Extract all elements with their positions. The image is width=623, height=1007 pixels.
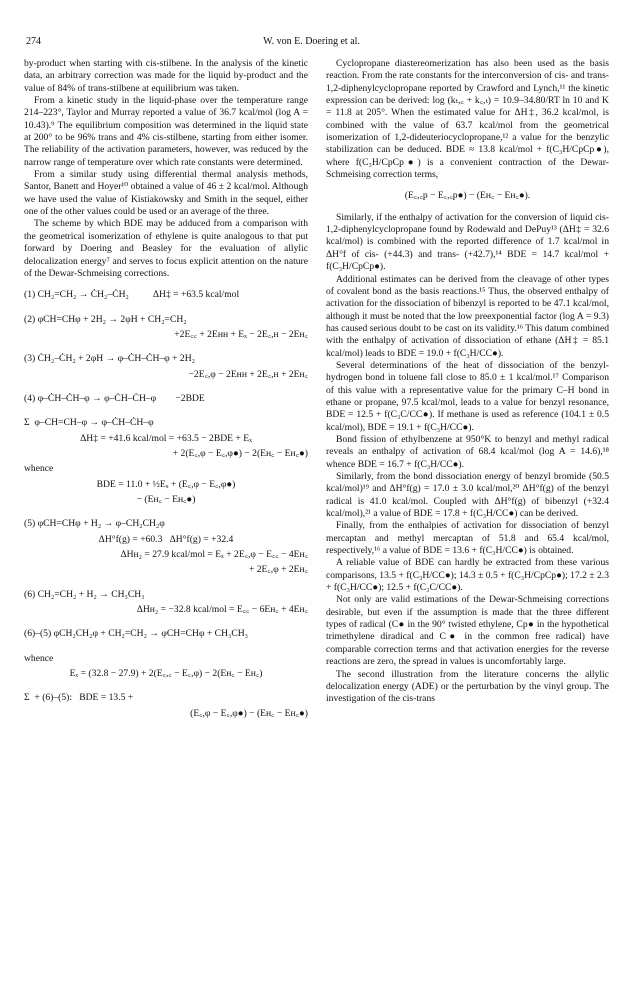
equation-3-terms: −2E꜀,φ − 2Eʜʜ + 2E꜀,ʜ + 2Eʜ꜀	[188, 368, 308, 380]
paragraph: Similarly, from the bond dissociation energy of benzyl bromide (50.5 kcal/mol)¹⁹ and ΔH°f(g) = 17.0 ± 3.0 kcal/mol,²⁰ ΔH°f(g) of the benzyl radical is 41.0 kcal/mol. Coupled with ΔH°f(g) of bibenzyl (+32.4 kcal/mol),²¹ a value of BDE = 17.8 + f(C₃H/CC●) can be derived.	[326, 471, 609, 520]
right-column	[326, 58, 609, 706]
paragraph: Finally, from the enthalpies of activation for dissociation of benzyl mercaptan and methyl mercaptan of 51.8 and 65.4 kcal/mol, respectively,¹⁶ a value of BDE = 13.6 + f(C₃H/CC●) is obtained.	[326, 520, 609, 557]
ex-expression: Eₓ = (32.8 − 27.9) + 2(E꜀,꜀ − E꜀,φ) − 2(Eʜ꜀ − Eʜ꜀)	[69, 668, 263, 680]
sum-equation-enthalpy: ΔH‡ = +41.6 kcal/mol = +63.5 − 2BDE + Eₓ	[80, 432, 252, 444]
equation-5-hydrogenation: ΔHʜ₂ = 27.9 kcal/mol = Eₓ + 2E꜀,φ − E꜀꜀ − 4Eʜ꜀	[120, 549, 308, 560]
equation-3: (3) ĊH₂–ĊH₂ + 2φH → φ–ĊH–ĊH–φ + 2H₂	[24, 353, 195, 365]
equation-6-minus-5: (6)–(5) φCH₂CH₂φ + CH₂=CH₂ → φCH=CHφ + CH₃CH₃	[24, 628, 249, 640]
paragraph: The scheme by which BDE may be adduced from a comparison with the geometrical isomerization of ethylene is quite analogous to that put forward by Doering and Beasley for the evaluation of allylic delocalization energy⁷ and serves to focus explicit attention on the nature of the Dewar-Schmeising corrections.	[24, 218, 308, 279]
bde-expression: BDE = 11.0 + ½Eₓ + (E꜀,φ − E꜀,φ●)	[96, 478, 236, 490]
final-sum: Σ + (6)–(5): BDE = 13.5 +	[24, 692, 134, 704]
equation-2: (2) φCH=CHφ + 2H₂ → 2φH + CH₂=CH₂	[24, 313, 187, 325]
equation-5-enthalpies: ΔH°f(g) = +60.3 ΔH°f(g) = +32.4	[98, 533, 234, 545]
running-header	[0, 36, 623, 52]
bde-expression-terms: − (Eʜ꜀ − Eʜ꜀●)	[136, 493, 196, 505]
final-sum-terms: (E꜀,φ − E꜀,φ●) − (Eʜ꜀ − Eʜ꜀●)	[190, 707, 308, 719]
paragraph: Not only are valid estimations of the Dewar-Schmeising corrections desirable, but even if the assumption is made that the three different types of radical (C● in the 90° twisted ethylene, Cp● in the hypothetical trimethylene diradical and C● in the common free radical) have comparable correction terms and that activation energies for the reverse reactions are zero, the spread in values is uncomfortably large.	[326, 594, 609, 668]
whence-label: whence	[24, 463, 54, 475]
paragraph: Similarly, if the enthalpy of activation for the conversion of liquid cis-1,2-diphenylcyclopropane found by Rodewald and DePuy¹³ (ΔH‡ = 32.6 kcal/mol) is combined with the reported difference of 1.7 kcal/mol in ΔH°f of cis- (+44.3) and trans- (+42.7),¹⁴ BDE = 14.7 kcal/mol + f(C₃H/CpCp●).	[326, 211, 609, 273]
correction-terms-equation: (E꜀,꜀p − E꜀,꜀p●) − (Eʜ꜀ − Eʜ꜀●).	[404, 190, 531, 202]
left-column	[24, 58, 308, 723]
sum-equation-terms: + 2(E꜀,φ − E꜀,φ●) − 2(Eʜ꜀ − Eʜ꜀●)	[172, 447, 308, 459]
paragraph: The second illustration from the literature concerns the allylic delocalization energy (ADE) or the perturbation by the vinyl group. The investigation of the cis-trans	[326, 668, 609, 705]
equation-4: (4) φ–ĊH–ĊH–φ → φ–ĊH–ĊH–φ −2BDE	[24, 392, 205, 404]
equation-6: (6) CH₂=CH₂ + H₂ → CH₃CH₃	[24, 588, 145, 600]
paragraph: A reliable value of BDE can hardly be extracted from these various comparisons, 13.5 + f(C₃H/CC●); 14.3 ± 0.5 + f(C₃H/CpCp●); 17.2 ± 2.3 + f(C₃H/CC●); 12.5 + f(C₃C/CC●).	[326, 557, 609, 594]
paragraph: From a kinetic study in the liquid-phase over the temperature range 214–223°, Taylor and Murray reported a value of 36.7 kcal/mol (log A = 10.43).⁹ The equilibrium composition was determined in the liquid state at 200° to be 96% trans and 4% cis-stilbene, starting from either isomer. The reliability of the activation parameters, however, was reduced by the narrow range of temperature over which rate constants were determined.	[24, 95, 308, 168]
paragraph: Additional estimates can be derived from the cleavage of other types of covalent bond as the basis reactions.¹⁵ Thus, the observed enthalpy of activation for the dissociation of bibenzyl is reported to be 47.1 kcal/mol, although it must be noted that the low preexponential factor (log A = 9.3) has caused serious doubt to be cast on its validity.¹⁶ This datum combined with the enthalpy of activation of dissociation of ethane (ΔH‡ = 85.1 kcal/mol) leads to BDE = 19.0 + f(C₃H/CC●).	[326, 273, 609, 359]
equation-2-terms: +2E꜀꜀ + 2Eʜʜ + Eₓ − 2E꜀,ʜ − 2Eʜ꜀	[174, 328, 308, 340]
sum-equation: Σ φ–CH=CH–φ → φ–ĊH–ĊH–φ	[24, 417, 154, 429]
page-number: 274	[26, 36, 41, 47]
running-author: W. von E. Doering et al.	[263, 36, 360, 47]
paragraph: Cyclopropane diastereomerization has also been used as the basis reaction. From the rate constants for the interconversion of cis- and trans-1,2-diphenylcyclopropane reported by Crawford and Lynch,¹¹ the kinetic expression can be derived: log (kₜ,꜀ + k꜀,ₜ) = 10.9–34.80/RT ln 10 and K = 11.8 at 205°. When the estimated value for ΔH‡, 36.2 kcal/mol, is combined with the value of 63.7 kcal/mol from the geometrical isomerization of 1,2-dideuteriocyclopropane,¹² a value for the benzylic stabilization can be deduced. BDE ≈ 13.8 kcal/mol + f(C₃H/CpCp●), where f(C₃H/CpCp●) is a convenient contraction of the Dewar-Schmeising correction terms,	[326, 58, 609, 181]
whence-label: whence	[24, 652, 54, 664]
paragraph: Bond fission of ethylbenzene at 950°K to benzyl and methyl radical reveals an enthalpy of activation of 68.4 kcal/mol (log A = 14.6),¹⁸ whence BDE = 16.7 + f(C₃H/CC●).	[326, 433, 609, 470]
equation-5-terms: + 2E꜀,φ + 2Eʜ꜀	[248, 564, 308, 576]
paragraph: From a similar study using differential thermal analysis methods, Santor, Banett and Hoyer¹⁰ obtained a value of 46 ± 2 kcal/mol. Although we have used the value of Kistiakowsky and Smith in the sequel, either one of the other values could be used or an average of the three.	[24, 169, 308, 218]
paragraph: by-product when starting with cis-stilbene. In the analysis of the kinetic data, an arbitrary correction was made for the liquid by-product and the value of 84% of trans-stilbene at equilibrium was taken.	[24, 58, 308, 94]
equation-5: (5) φCH=CHφ + H₂ → φ–CH₂CH₂φ	[24, 518, 165, 530]
equation-6-hydrogenation: ΔHʜ₂ = −32.8 kcal/mol = E꜀꜀ − 6Eʜ꜀ + 4Eʜ꜀	[136, 604, 308, 616]
paragraph: Several determinations of the heat of dissociation of the benzyl-hydrogen bond in toluene fall close to 85.0 ± 1 kcal/mol.¹⁷ Comparison of this value with a representative value for the primary C–H bond in ethane or propane, 97.5 kcal/mol, leads to a value for benzyl resonance, BDE = 12.5 + f(C₃C/CC●). If methane is used as reference (104.1 ± 0.5 kcal/mol), BDE = 19.1 + f(C₃H/CC●).	[326, 359, 609, 433]
equation-1: (1) CH₂=CH₂ → ĊH₂–ĊH₂ ΔH‡ = +63.5 kcal/mol	[24, 289, 240, 301]
